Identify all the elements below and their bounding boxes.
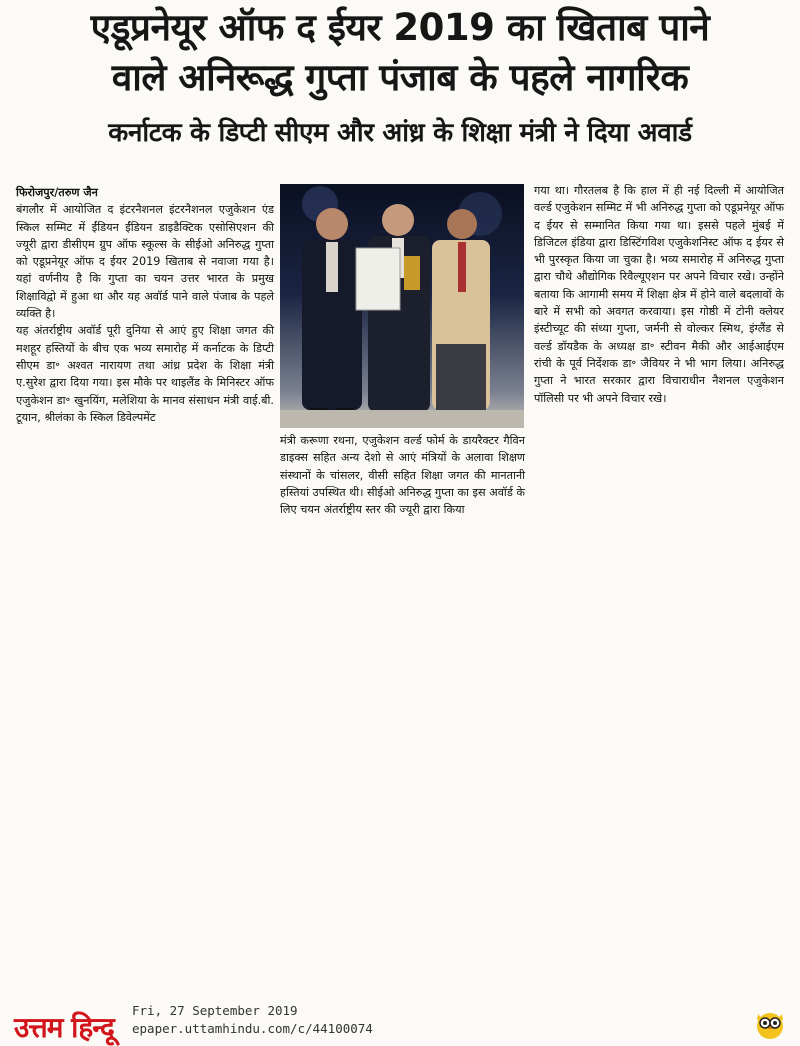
subheadline: कर्नाटक के डिप्टी सीएम और आंध्र के शिक्षा मंत्री ने दिया अवार्ड [108, 118, 692, 148]
article-column-1 [16, 184, 274, 530]
paragraph-4: गया था। गौरतलब है कि हाल में ही नई दिल्ली में आयोजित वर्ल्ड एजुकेशन सम्मिट में भी अनिरुद्ध गुप्ता को एडूप्रनेयूर ऑफ द ईयर से सम्मानित किया गया था। इससे पहले मुंबई में डिजिटल इंडिया द्वारा डिस्टिंगविश एजुकेशनिस्ट ऑफ द ईयर से भी पुरस्कृत किया जा चुका है। भव्य समारोह में अनिरुद्ध गुप्ता द्वारा चौथे औद्योगिक रिवैल्यूएशन पर अपने विचार रखे। उन्होंने बताया कि आगामी समय में शिक्षा क्षेत्र में होने वाले बदलावों के बारे में सभी को अवगत करवाया। इस गोष्ठी में टोनी क्लेयर इंस्टीच्यूट की संध्या गुप्ता, जर्मनी से वोल्कर स्मिथ, इंग्लैंड से वर्ल्ड डॉयडैक के अध्यक्ष डा॰ स्टीवन मैकी और आईआईएम रांची के पूर्व निर्देशक डा॰ जैवियर ने भी भाग लिया। अनिरुद्ध गुप्ता ने भारत सरकार द्वारा विचाराधीन नैशनल एजुकेशन पॉलिसी पर भी अपने विचार रखे। [534, 184, 784, 405]
newspaper-logo: उत्तम हिन्दू [14, 1011, 114, 1044]
paragraph-1: बंगलौर में आयोजित द इंटरनैशनल इंटरनैशनल एजुकेशन एंड स्किल सम्मिट में ईंडियन ईंडियन डाइडैक्टिक एसोसिएशन की ज्यूरी द्वारा डीसीएम ग्रुप ऑफ स्कूल्स के सीईओ अनिरुद्ध गुप्ता को एडूप्रनेयूर ऑफ द ईयर 2019 खिताब से नवाजा गया है। यहां वर्णनीय है कि गुप्ता का चयन उत्तर भारत के प्रमुख शिक्षाविद्वो में हुआ था और यह अवॉर्ड पाने वाले पंजाब के पहले व्यक्ति है। [16, 203, 274, 321]
award-photo [280, 184, 524, 428]
byline: फिरोजपुर/तरुण जैन [16, 186, 98, 199]
owl-icon [754, 1006, 786, 1044]
headline-line-2: वाले अनिरूद्ध गुप्ता पंजाब के पहले नागरिक [111, 56, 689, 99]
epaper-url[interactable]: epaper.uttamhindu.com/c/44100074 [132, 1021, 373, 1036]
headline-line-1: एडूप्रनेयूर ऑफ द ईयर 2019 का खिताब पाने [90, 6, 710, 49]
article-column-3 [534, 182, 784, 407]
publication-date: Fri, 27 September 2019 [132, 1003, 298, 1018]
footer [0, 500, 800, 1044]
award-photo-illustration [280, 184, 524, 428]
paragraph-3: मंत्री करूणा रथना, एजुकेशन वर्ल्ड फोर्म के डायरैक्टर गैविन डाइक्स सहित अन्य देशो से आएं मंत्रियों के अलावा शिक्षण संस्थानों के चांसलर, वीसी सहित शिक्षा जगत की मानतानी हस्तियां उपस्थित थी। सीईओ अनिरुद्ध गुप्ता का इस अवॉर्ड के लिए चयन अंतर्राष्ट्रीय स्तर की ज्यूरी द्वारा किया [280, 434, 525, 517]
paragraph-2: यह अंतर्राष्ट्रीय अवॉर्ड पूरी दुनिया से आएं हुए शिक्षा जगत की मशहूर हस्तियों के बीच एक भव्य समारोह में कर्नाटक के डिप्टी सीएम डा॰ अश्वत नारायण तथा आंध्र प्रदेश के शिक्षा मंत्री ए.सुरेश द्वारा दिया गया। इस मौके पर थाइलैंड के मिनिस्टर ऑफ एजुकेशन डा॰ खुनयिंग, मलेशिया के मानव संसाधन मंत्री वाई.बी. टूयान, श्रीलंका के स्किल डिवेल्पमेंट [16, 324, 274, 424]
